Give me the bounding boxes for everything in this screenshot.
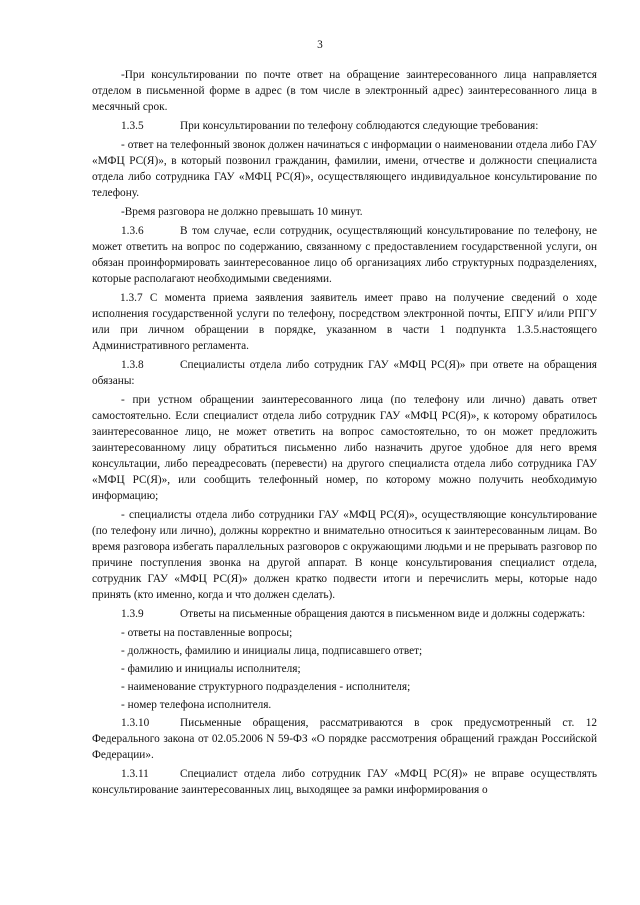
page-number: 3 [317, 39, 323, 51]
paragraph-1-3-5: 1.3.5 При консультировании по телефону соблюдаются следующие требования: [121, 120, 539, 132]
list-item: - номер телефона исполнителя. [121, 699, 272, 711]
clause-number: 1.3.6 [121, 225, 144, 237]
paragraph-1-3-11: 1.3.11 Специалист отдела либо сотрудник ГАУ «МФЦ РС(Я)» не вправе осуществлять консультирование заинтересованных лиц, выходящее за рамки информирования о [92, 768, 597, 796]
clause-number: 1.3.8 [121, 359, 144, 371]
list-item: - наименование структурного подразделения - исполнителя; [121, 681, 411, 693]
paragraph-1-3-7: 1.3.7 С момента приема заявления заявитель имеет право на получение сведений о ходе исполнения государственной услуги по телефону, посредством электронной почты, ЕПГУ и/или РПГУ или при личном обращении в порядке, указанном в части 1 подпункта 1.3.5.настоящего Административного регламента. [92, 292, 597, 352]
clause-number: 1.3.9 [121, 608, 144, 620]
list-item: - должность, фамилию и инициалы лица, подписавшего ответ; [121, 645, 423, 657]
paragraph-1-3-10: 1.3.10 Письменные обращения, рассматриваются в срок предусмотренный ст. 12 Федерального закона от 02.05.2006 N 59-ФЗ «О порядке рассмотрения обращений граждан Российской Федерации». [92, 717, 597, 761]
clause-number: 1.3.5 [121, 120, 144, 132]
paragraph-phone-answer: - ответ на телефонный звонок должен начинаться с информации о наименовании отдела либо ГАУ «МФЦ РС(Я)», в который позвонил гражданин, фамилии, имени, отчестве и должности специалиста отдела либо сотрудника ГАУ «МФЦ РС(Я)», осуществляющего индивидуальное консультирование по телефону. [92, 139, 597, 199]
paragraph-specialists-conduct: - специалисты отдела либо сотрудники ГАУ «МФЦ РС(Я)», осуществляющие консультирование (по телефону или лично), должны корректно и внимательно относиться к заинтересованным лицам. Во время разговора избегать параллельных разговоров с окружающими людьми и не прерывать разговор по причине поступления звонка на другой аппарат. В конце консультирования специалист отдела, сотрудник ГАУ «МФЦ РС(Я)» должен кратко подвести итоги и перечислить меры, которые надо принять (кто именно, когда и что должен сделать). [92, 509, 597, 601]
clause-number: 1.3.11 [121, 768, 149, 780]
list-item: - ответы на поставленные вопросы; [121, 627, 293, 639]
list-item: - фамилию и инициалы исполнителя; [121, 663, 301, 675]
document-body [92, 67, 597, 801]
paragraph-oral-request: - при устном обращении заинтересованного лица (по телефону или лично) давать ответ самостоятельно. Если специалист отдела либо сотрудник ГАУ «МФЦ РС(Я)», к которому обратилось заинтересованное лицо, не может ответить на вопрос самостоятельно, то он может предложить заинтересованному лицу обратиться письменно либо назначить другое удобное для него время консультации, либо переадресовать (перевести) на другого специалиста отдела либо сотрудника ГАУ «МФЦ РС(Я)», или сообщить телефонный номер, по которому можно получить необходимую информацию; [92, 394, 597, 502]
paragraph-mail-consultation: -При консультировании по почте ответ на обращение заинтересованного лица направляется отделом в письменной форме в адрес (в том числе в электронный адрес) заинтересованного лица в месячный срок. [92, 69, 597, 113]
paragraph-1-3-9: 1.3.9 Ответы на письменные обращения даются в письменном виде и должны содержать: [121, 608, 586, 620]
paragraph-call-duration: -Время разговора не должно превышать 10 минут. [121, 206, 363, 218]
paragraph-1-3-6: 1.3.6 В том случае, если сотрудник, осуществляющий консультирование по телефону, не может ответить на вопрос по содержанию, связанному с предоставлением государственной услуги, он обязан проинформировать заинтересованное лицо об организациях либо структурных подразделениях, которые располагают необходимыми сведениями. [92, 225, 597, 285]
clause-number: 1.3.10 [121, 717, 150, 729]
paragraph-1-3-8: 1.3.8 Специалисты отдела либо сотрудник ГАУ «МФЦ РС(Я)» при ответе на обращения обязаны: [92, 359, 597, 387]
